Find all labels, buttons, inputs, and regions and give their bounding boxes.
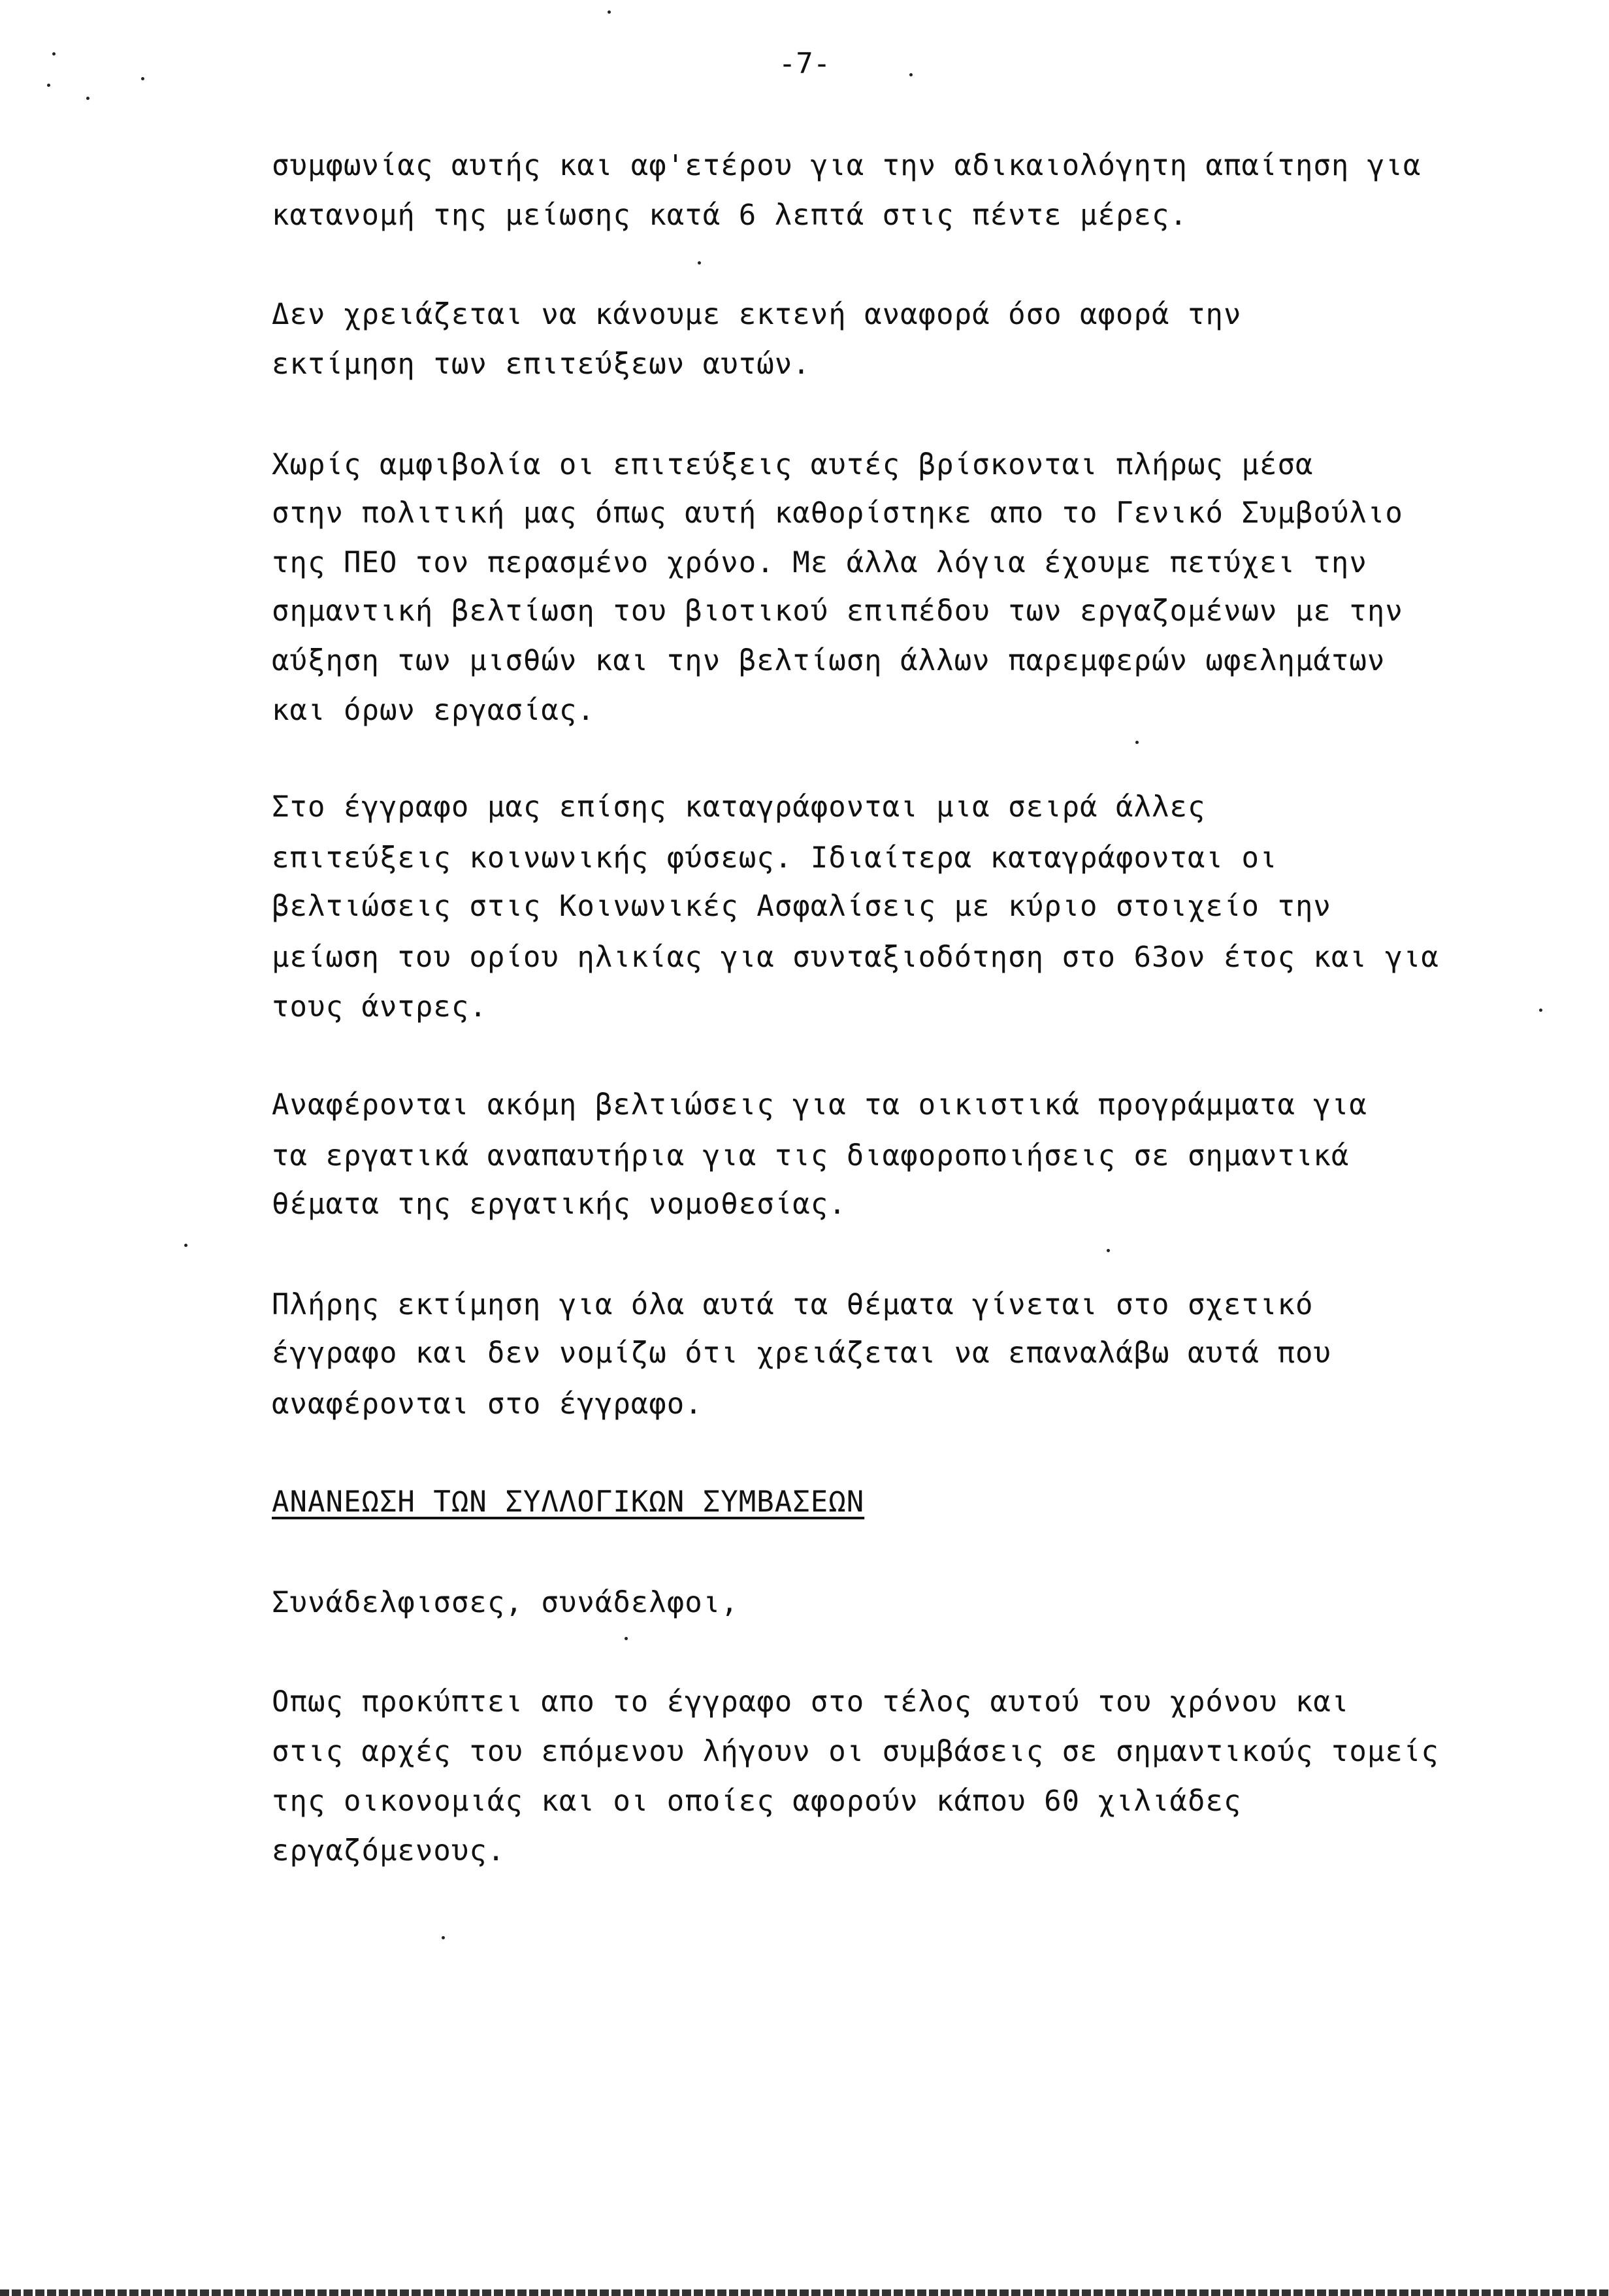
scan-speck (442, 1936, 445, 1939)
section-heading: ΑΝΑΝΕΩΣΗ ΤΩΝ ΣΥΛΛΟΓΙΚΩΝ ΣΥΜΒΑΣΕΩΝ (272, 1485, 865, 1519)
text-line: έγγραφο και δεν νομίζω ότι χρειάζεται να επαναλάβω αυτά που (272, 1336, 1331, 1370)
text-line: της οικονομιάς και οι οποίες αφορούν κάπου 60 χιλιάδες (272, 1785, 1242, 1818)
text-line: συμφωνίας αυτής και αφ'ετέρου για την αδικαιολόγητη απαίτηση για (272, 149, 1422, 182)
text-line: αύξηση των μισθών και την βελτίωση άλλων παρεμφερών ωφελημάτων (272, 644, 1386, 677)
scan-speck (909, 73, 913, 76)
text-line: εργαζόμενους. (272, 1834, 506, 1868)
text-line: Χωρίς αμφιβολία οι επιτεύξεις αυτές βρίσκονται πλήρως μέσα (272, 448, 1314, 481)
scan-speck (1135, 741, 1139, 744)
scan-speck (184, 1244, 187, 1247)
scan-speck (47, 84, 50, 87)
text-line: Στο έγγραφο μας επίσης καταγράφονται μια σειρά άλλες (272, 790, 1206, 824)
text-line: μείωση του ορίου ηλικίας για συνταξιοδότηση στο 63ον έτος και για (272, 941, 1439, 974)
scan-speck (86, 97, 89, 100)
scan-speck (698, 261, 701, 265)
text-line: κατανομή της μείωσης κατά 6 λεπτά στις πέντε μέρες. (272, 199, 1188, 232)
text-line: και όρων εργασίας. (272, 694, 595, 727)
page-number: -7- (778, 47, 831, 80)
scan-speck (141, 77, 144, 80)
text-line: εκτίμηση των επιτεύξεων αυτών. (272, 348, 811, 381)
text-line: Αναφέρονται ακόμη βελτιώσεις για τα οικιστικά προγράμματα για (272, 1088, 1367, 1122)
scan-speck (1107, 1249, 1110, 1252)
salutation: Συνάδελφισσες, συνάδελφοι, (272, 1586, 739, 1619)
scan-speck (1539, 1009, 1542, 1012)
text-line: Δεν χρειάζεται να κάνουμε εκτενή αναφορά όσο αφορά την (272, 298, 1242, 331)
text-line: στην πολιτική μας όπως αυτή καθορίστηκε απο το Γενικό Συμβούλιο (272, 496, 1403, 530)
text-line: στις αρχές του επόμενου λήγουν οι συμβάσεις σε σημαντικούς τομείς (272, 1735, 1439, 1768)
scan-speck (52, 52, 56, 56)
text-line: επιτεύξεις κοινωνικής φύσεως. Ιδιαίτερα καταγράφονται οι (272, 841, 1278, 875)
text-line: Οπως προκύπτει απο το έγγραφο στο τέλος αυτού του χρόνου και (272, 1685, 1350, 1719)
text-line: τα εργατικά αναπαυτήρια για τις διαφοροποιήσεις σε σημαντικά (272, 1139, 1350, 1172)
text-line: σημαντική βελτίωση του βιοτικού επιπέδου των εργαζομένων με την (272, 594, 1403, 628)
scan-border (0, 2289, 1609, 2296)
text-line: βελτιώσεις στις Κοινωνικές Ασφαλίσεις με κύριο στοιχείο την (272, 890, 1331, 923)
text-line: αναφέρονται στο έγγραφο. (272, 1387, 703, 1421)
text-line: Πλήρης εκτίμηση για όλα αυτά τα θέματα γίνεται στο σχετικό (272, 1288, 1314, 1321)
text-line: τους άντρες. (272, 990, 487, 1024)
text-line: θέματα της εργατικής νομοθεσίας. (272, 1188, 847, 1221)
scan-speck (625, 1637, 628, 1640)
text-line: της ΠΕΟ τον περασμένο χρόνο. Με άλλα λόγια έχουμε πετύχει την (272, 546, 1367, 579)
scan-speck (608, 10, 611, 14)
